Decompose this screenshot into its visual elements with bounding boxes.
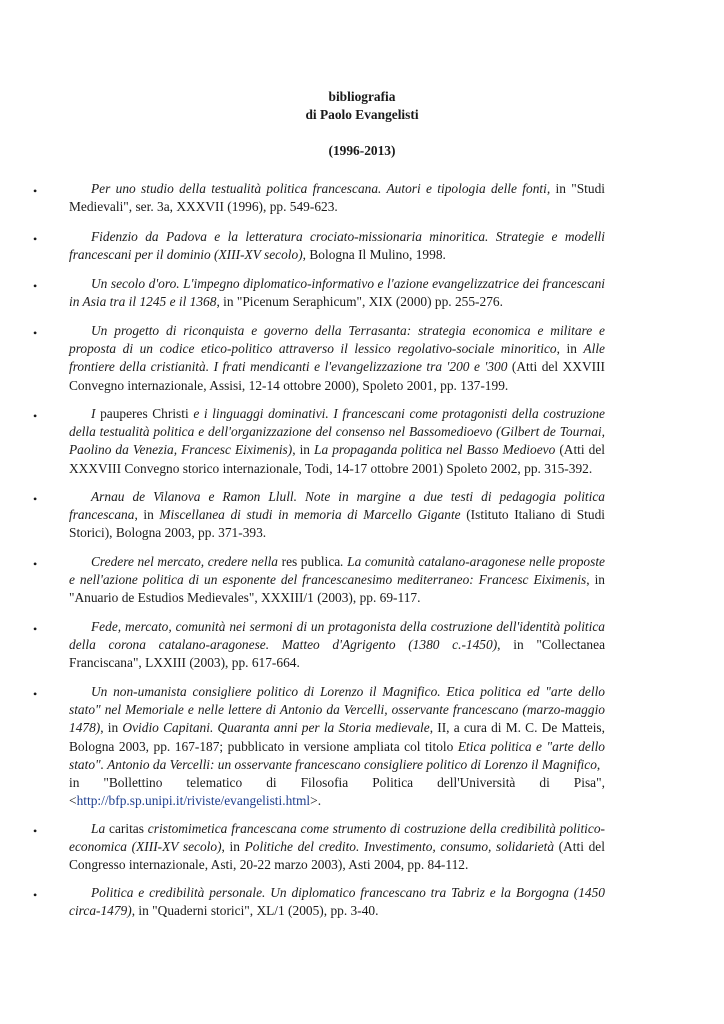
bibliography-entry-4 [69, 322, 605, 395]
volume-title: Politiche del credito. Investimento, consumo, solidarietà [244, 839, 555, 855]
bibliography-entry-10 [69, 820, 605, 875]
bibliography-entry-6 [69, 488, 605, 543]
bullet-marker: • [33, 326, 38, 340]
entry-text: , in [556, 341, 584, 357]
entry-text: , in [221, 839, 245, 855]
bibliography-entry-3 [69, 275, 605, 311]
entry-title: . La comunità catalano-aragonese nelle proposte e nell'azione politica di un esponente del francescanesimo mediterraneo: Francesc Eiximenis [69, 554, 606, 588]
entry-title: Etica politica e "arte dello stato". Antonio da Vercelli: un osservante francescano consigliere politico di Lorenzo il Magnifico [69, 738, 605, 772]
entry-text: , in "Anuario de Estudios Medievales", XXXIII/1 (2003), pp. 69-117. [69, 572, 605, 606]
bibliography-entry-1 [69, 180, 605, 216]
volume-title: Miscellanea di studi in memoria di Marcello Gigante [159, 507, 461, 523]
entry-title: cristomimetica francescana come strumento di costruzione della credibilità politico-economica (XIII-XV secolo) [69, 821, 605, 855]
article-url-link[interactable]: http://bfp.sp.unipi.it/riviste/evangelisti.html [76, 793, 311, 809]
entry-text: , II, a cura di M. C. De Matteis, Bologna 2003, pp. 167-187; pubblicato in versione ampliata col titolo [69, 720, 605, 754]
word: in [69, 775, 80, 791]
bibliography-title: bibliografia [328, 89, 396, 104]
entry-text: , in [292, 442, 315, 458]
entry-text: caritas [105, 821, 148, 836]
entry-title: Fede, mercato, comunità nei sermoni di un protagonista della costruzione dell'identità politica della corona catalano-aragonese. Matteo d'Agrigento (1380 c.-1450) [69, 619, 605, 653]
word: Politica [372, 775, 414, 791]
entry-text: (Atti del XXXVIII Convegno storico internazionale, Todi, 14-17 ottobre 2001) Spoleto 2002, pp. 315-392. [69, 442, 605, 476]
link-bracket: >. [310, 793, 322, 809]
bullet-marker: • [33, 184, 38, 198]
entry-text: pauperes Christi [95, 406, 194, 421]
journal-line [69, 774, 605, 792]
entry-text: , in [100, 720, 123, 736]
bullet-marker: • [33, 409, 38, 423]
entry-title: Credere nel mercato, credere nella [91, 554, 279, 569]
entry-title: I [91, 406, 96, 421]
word: "Bollettino [103, 775, 163, 791]
entry-title: Fidenzio da Padova e la letteratura crociato-missionaria minoritica. Strategie e modelli francescani per il dominio (XIII-XV secolo) [69, 229, 605, 263]
bullet-marker: • [33, 492, 38, 506]
word: di [266, 775, 277, 791]
word: Pisa", [573, 775, 605, 791]
entry-title: Un secolo d'oro. L'impegno diplomatico-informativo e l'azione evangelizzatrice dei francescani in Asia tra il 1245 e il 1368 [69, 276, 605, 310]
entry-title: e i linguaggi dominativi. I francescani come protagonisti della costruzione della testualità politica e dell'organizzazione del consenso nel Bassomedioevo (Gilbert de Tournai, Paolino da Venezia, Francesc Eiximenis) [69, 406, 605, 458]
word: dell'Università [437, 775, 516, 791]
entry-text: in "Studi Medievali", ser. 3a, XXXVII (1996), pp. 549-623. [69, 181, 606, 215]
entry-text: , Bologna Il Mulino, 1998. [302, 247, 446, 263]
entry-text: , [596, 756, 601, 772]
bibliography-entry-5 [69, 405, 605, 478]
entry-text: (Atti del XXVIII Convegno internazionale, Assisi, 12-14 ottobre 2000), Spoleto 2001, pp. 137-199. [69, 359, 605, 393]
bibliography-entry-9 [69, 683, 605, 810]
entry-text: (Istituto Italiano di Studi Storici), Bologna 2003, pp. 371-393. [69, 507, 605, 541]
entry-title: Un non-umanista consigliere politico di Lorenzo il Magnifico. Etica politica ed "arte dello stato" nel Memoriale e nelle lettere di Antonio da Vercelli, osservante francescano (marzo-maggio 1478) [69, 684, 605, 736]
author-line: di Paolo Evangelisti [305, 107, 419, 122]
bullet-marker: • [33, 687, 38, 701]
entry-text: res publica [278, 554, 341, 569]
bibliography-entry-2 [69, 228, 605, 264]
link-bracket: < [69, 793, 77, 809]
year-range: (1996-2013) [328, 143, 396, 158]
bullet-marker: • [33, 622, 38, 636]
entry-title: La [91, 821, 106, 836]
entry-title: Politica e credibilità personale. Un diplomatico francescano tra Tabriz e la Borgogna (1450 circa-1479) [69, 885, 605, 919]
word: Filosofia [300, 775, 349, 791]
bullet-marker: • [33, 557, 38, 571]
word: telematico [186, 775, 243, 791]
bibliography-entry-11 [69, 884, 605, 920]
entry-text: , in "Quaderni storici", XL/1 (2005), pp. 3-40. [131, 903, 379, 919]
entry-title: Un progetto di riconquista e governo della Terrasanta: strategia economica e militare e proposta di un codice etico-politico attraverso il lessico regolativo-sociale minoritico [69, 323, 605, 357]
bullet-marker: • [33, 888, 38, 902]
entry-text: , in [134, 507, 160, 523]
bullet-marker: • [33, 279, 38, 293]
entry-title: Arnau de Vilanova e Ramon Llull. Note in margine a due testi di pedagogia politica francescana [69, 489, 605, 523]
bibliography-entry-8 [69, 618, 605, 673]
bullet-marker: • [33, 824, 38, 838]
entry-text: , in "Picenum Seraphicum", XIX (2000) pp. 255-276. [216, 294, 503, 310]
bibliography-entry-7 [69, 553, 605, 608]
bullet-marker: • [33, 232, 38, 246]
volume-title: Ovidio Capitani. Quaranta anni per la Storia medievale [122, 720, 430, 736]
word: di [539, 775, 550, 791]
entry-text: (Atti del Congresso internazionale, Asti, 20-22 marzo 2003), Asti 2004, pp. 84-112. [69, 839, 605, 873]
volume-title: La propaganda politica nel Basso Medioevo [314, 442, 556, 458]
entry-text: , in "Collectanea Franciscana", LXXIII (2003), pp. 617-664. [69, 637, 606, 671]
entry-title: Per uno studio della testualità politica francescana. Autori e tipologia delle fonti, [91, 181, 551, 196]
volume-title: Alle frontiere della cristianità. I frati mendicanti e l'evangelizzazione tra '200 e '300 [69, 341, 605, 375]
